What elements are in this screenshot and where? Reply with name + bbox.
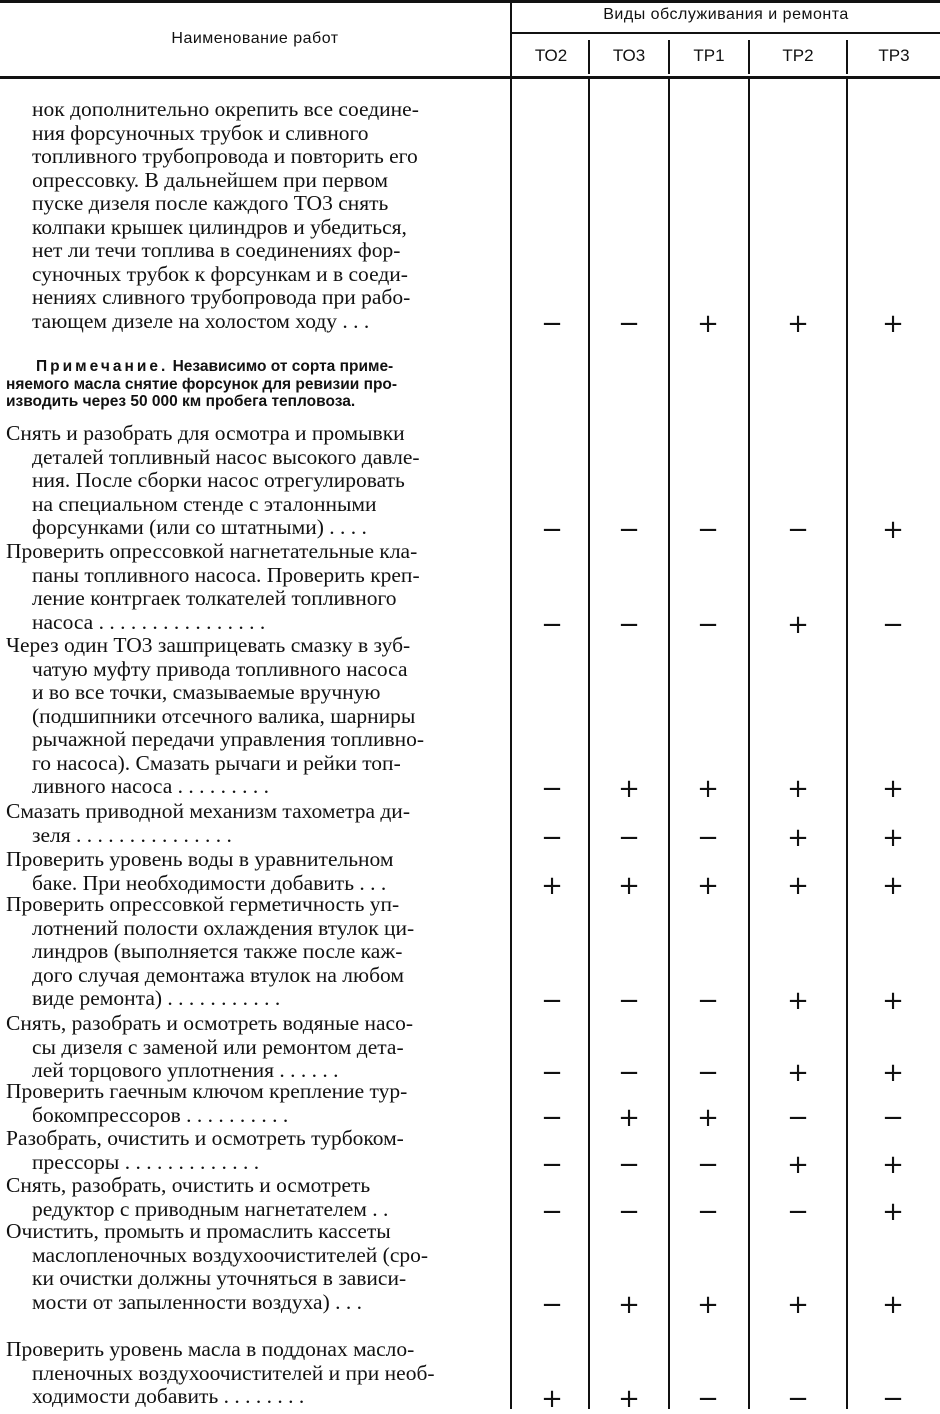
text-line: Проверить гаечным ключом крепление тур- [6,1079,408,1103]
body-column-line [846,79,848,1409]
minus-mark: − [541,308,563,339]
plus-mark: + [697,1102,719,1133]
plus-mark: + [787,870,809,901]
plus-mark: + [787,822,809,853]
text-line: Разобрать, очистить и осмотреть турбоком- [6,1126,404,1150]
text-line: рычажной передачи управления топливно- [32,727,425,751]
minus-mark: − [618,609,640,640]
column-header-to2: ТО2 [534,46,568,65]
plus-mark: + [697,1289,719,1320]
text-line: Проверить опрессовкой герметичность уп- [6,892,400,916]
text-line: лотнений полости охлаждения втулок ци- [32,915,415,940]
text-line: редуктор с приводным нагнетателем . . [32,1196,389,1221]
top-rule [0,0,940,3]
work-item-text [6,1012,502,1083]
minus-mark: − [618,822,640,853]
text-line: мости от запыленности воздуха) . . . [32,1289,363,1314]
text-line: паны топливного насоса. Проверить креп- [32,562,420,587]
plus-mark: + [618,774,640,804]
minus-mark: − [541,1289,563,1320]
work-item-text [6,893,502,1011]
header-divider [846,40,848,74]
text-line: пуске дизеля после каждого ТО3 снять [32,191,389,215]
minus-mark: − [697,1196,719,1227]
text-line: Смазать приводной механизм тахометра ди- [6,799,410,823]
work-item-text [6,848,502,895]
plus-mark: + [618,1289,640,1320]
text-line: Через один ТО3 зашприцевать смазку в зуб- [6,633,411,657]
plus-mark: + [882,308,904,339]
work-item-text [6,1127,502,1174]
text-line: Снять и разобрать для осмотра и промывки [6,421,405,445]
plus-mark: + [697,870,719,901]
plus-mark: + [787,986,809,1016]
header-divider [748,40,750,74]
minus-mark: − [541,609,563,640]
text-line: баке. При необходимости добавить . . . [32,870,387,895]
text-line: нок дополнительно окрепить все соедине- [32,97,419,121]
column-header-work-name: Наименование работ [171,30,339,47]
text-line: Проверить уровень масла в поддонах масло- [6,1337,415,1361]
text-line: ходимости добавить . . . . . . . . [32,1384,305,1408]
plus-mark: + [882,870,904,901]
group-rule [512,32,940,34]
minus-mark: − [697,822,719,853]
plus-mark: + [618,1384,640,1414]
plus-mark: + [882,1196,904,1227]
text-line: форсунками (или со штатными) . . . . [32,515,367,539]
text-line: го насоса). Смазать рычаги и рейки топ- [32,750,401,775]
minus-mark: − [541,1149,563,1180]
text-line: и во все точки, смазываемые вручную [32,680,381,704]
text-line: виде ремонта) . . . . . . . . . . . [32,986,281,1010]
minus-mark: − [618,1196,640,1227]
text-line: Снять, разобрать и осмотреть водяные насо- [6,1011,413,1035]
minus-mark: − [618,1149,640,1180]
minus-mark: − [697,609,719,640]
plus-mark: + [882,822,904,853]
plus-mark: + [882,515,904,545]
minus-mark: − [541,1102,563,1133]
column-header-tr2: ТР2 [782,46,814,65]
minus-mark: − [541,1058,563,1088]
minus-mark: − [787,1102,809,1133]
text-line: Проверить опрессовкой нагнетательные кла- [6,539,418,563]
minus-mark: − [541,774,563,804]
plus-mark: + [882,1289,904,1320]
column-header-tr3: ТР3 [878,46,910,65]
work-item-text [6,800,502,847]
text-line: маслопленочных воздухоочистителей (сро- [32,1242,429,1267]
text-line: чатую муфту привода топливного насоса [32,656,408,681]
minus-mark: − [787,1384,809,1414]
work-item-text [6,634,502,799]
minus-mark: − [787,1196,809,1227]
text-line: (подшипники отсечного валика, шарниры [32,703,416,728]
plus-mark: + [618,1102,640,1133]
text-line: деталей топливный насос высокого давле- [32,444,420,469]
plus-mark: + [882,774,904,804]
work-item-text [6,540,502,634]
text-line: колпаки крышек цилиндров и убедиться, [32,214,407,239]
text-line: сы дизеля с заменой или ремонтом дета- [32,1034,404,1059]
work-item-text [6,1338,502,1409]
work-item-text [6,1174,502,1221]
text-line: суночных трубок к форсункам и в соеди- [32,261,408,286]
plus-mark: + [787,1289,809,1320]
text-line: прессоры . . . . . . . . . . . . . [32,1149,260,1174]
text-line: ление контргаек толкателей топливного [32,586,397,610]
body-column-line [510,79,512,1409]
note-label: Примечание. [36,358,169,375]
text-line: опрессовку. В дальнейшем при первом [32,167,388,192]
column-header-to3: ТО3 [612,46,646,65]
column-header-tr1: ТР1 [693,46,725,65]
minus-mark: − [541,1196,563,1227]
text-line: Примечание. Независимо от сорта приме- [36,358,394,375]
plus-mark: + [787,308,809,339]
work-item-text [6,1220,502,1314]
plus-mark: + [882,1058,904,1088]
plus-mark: + [697,774,719,804]
note-paragraph [6,358,502,411]
text-line: нениях сливного трубопровода при рабо- [32,285,411,309]
text-line: линдров (выполняется также после каж- [32,939,403,963]
plus-mark: + [787,1149,809,1180]
text-line: нет ли течи топлива в соединениях фор- [32,238,401,262]
column-group-header: Виды обслуживания и ремонта [603,6,849,23]
text-line: на специальном стенде с эталонными [32,491,377,516]
minus-mark: − [697,1058,719,1088]
text-line: лей торцового уплотнения . . . . . . [32,1058,339,1082]
header-divider [510,0,512,79]
plus-mark: + [618,870,640,901]
text-line: дого случая демонтажа втулок на любом [32,962,404,987]
text-line: насоса . . . . . . . . . . . . . . . . [32,609,266,634]
minus-mark: − [787,515,809,545]
body-column-line [668,79,670,1409]
minus-mark: − [697,1149,719,1180]
plus-mark: + [541,1384,563,1414]
text-line: пленочных воздухоочистителей и при необ- [32,1360,435,1385]
minus-mark: − [541,515,563,545]
minus-mark: − [697,515,719,545]
work-item-text [6,98,502,333]
minus-mark: − [618,308,640,339]
minus-mark: − [541,822,563,853]
work-item-text [6,422,502,540]
text-line: ния. После сборки насос отрегулировать [32,468,405,492]
plus-mark: + [882,986,904,1016]
text-line: зеля . . . . . . . . . . . . . . . [32,822,232,847]
minus-mark: − [882,609,904,640]
text-line: Очистить, промыть и промаслить кассеты [6,1219,391,1243]
body-column-line [588,79,590,1409]
text-line: ливного насоса . . . . . . . . . [32,774,270,798]
text-line: ки очистки должны уточняться в зависи- [32,1266,407,1290]
plus-mark: + [541,870,563,901]
plus-mark: + [787,774,809,804]
text-line: Снять, разобрать, очистить и осмотреть [6,1173,371,1197]
text-line: Проверить уровень воды в уравнительном [6,847,394,871]
plus-mark: + [882,1149,904,1180]
minus-mark: − [882,1102,904,1133]
body-column-line [748,79,750,1409]
minus-mark: − [697,1384,719,1414]
text-line: ния форсуночных трубок и сливного [32,120,369,145]
text-line: изводить через 50 000 км пробега тепловоза. [6,393,356,410]
work-item-text [6,1080,502,1127]
minus-mark: − [618,986,640,1016]
text-line: няемого масла снятие форсунок для ревизии про- [6,375,398,393]
text-line: тающем дизеле на холостом ходу . . . [32,308,370,333]
header-divider [588,40,590,74]
plus-mark: + [787,1058,809,1088]
minus-mark: − [618,1058,640,1088]
minus-mark: − [882,1384,904,1414]
minus-mark: − [697,986,719,1016]
minus-mark: − [618,515,640,545]
minus-mark: − [541,986,563,1016]
text-line: топливного трубопровода и повторить его [32,144,418,168]
plus-mark: + [697,308,719,339]
header-bottom-rule [0,76,940,79]
text-line: бокомпрессоров . . . . . . . . . . [32,1102,289,1127]
plus-mark: + [787,609,809,640]
header-divider [668,40,670,74]
